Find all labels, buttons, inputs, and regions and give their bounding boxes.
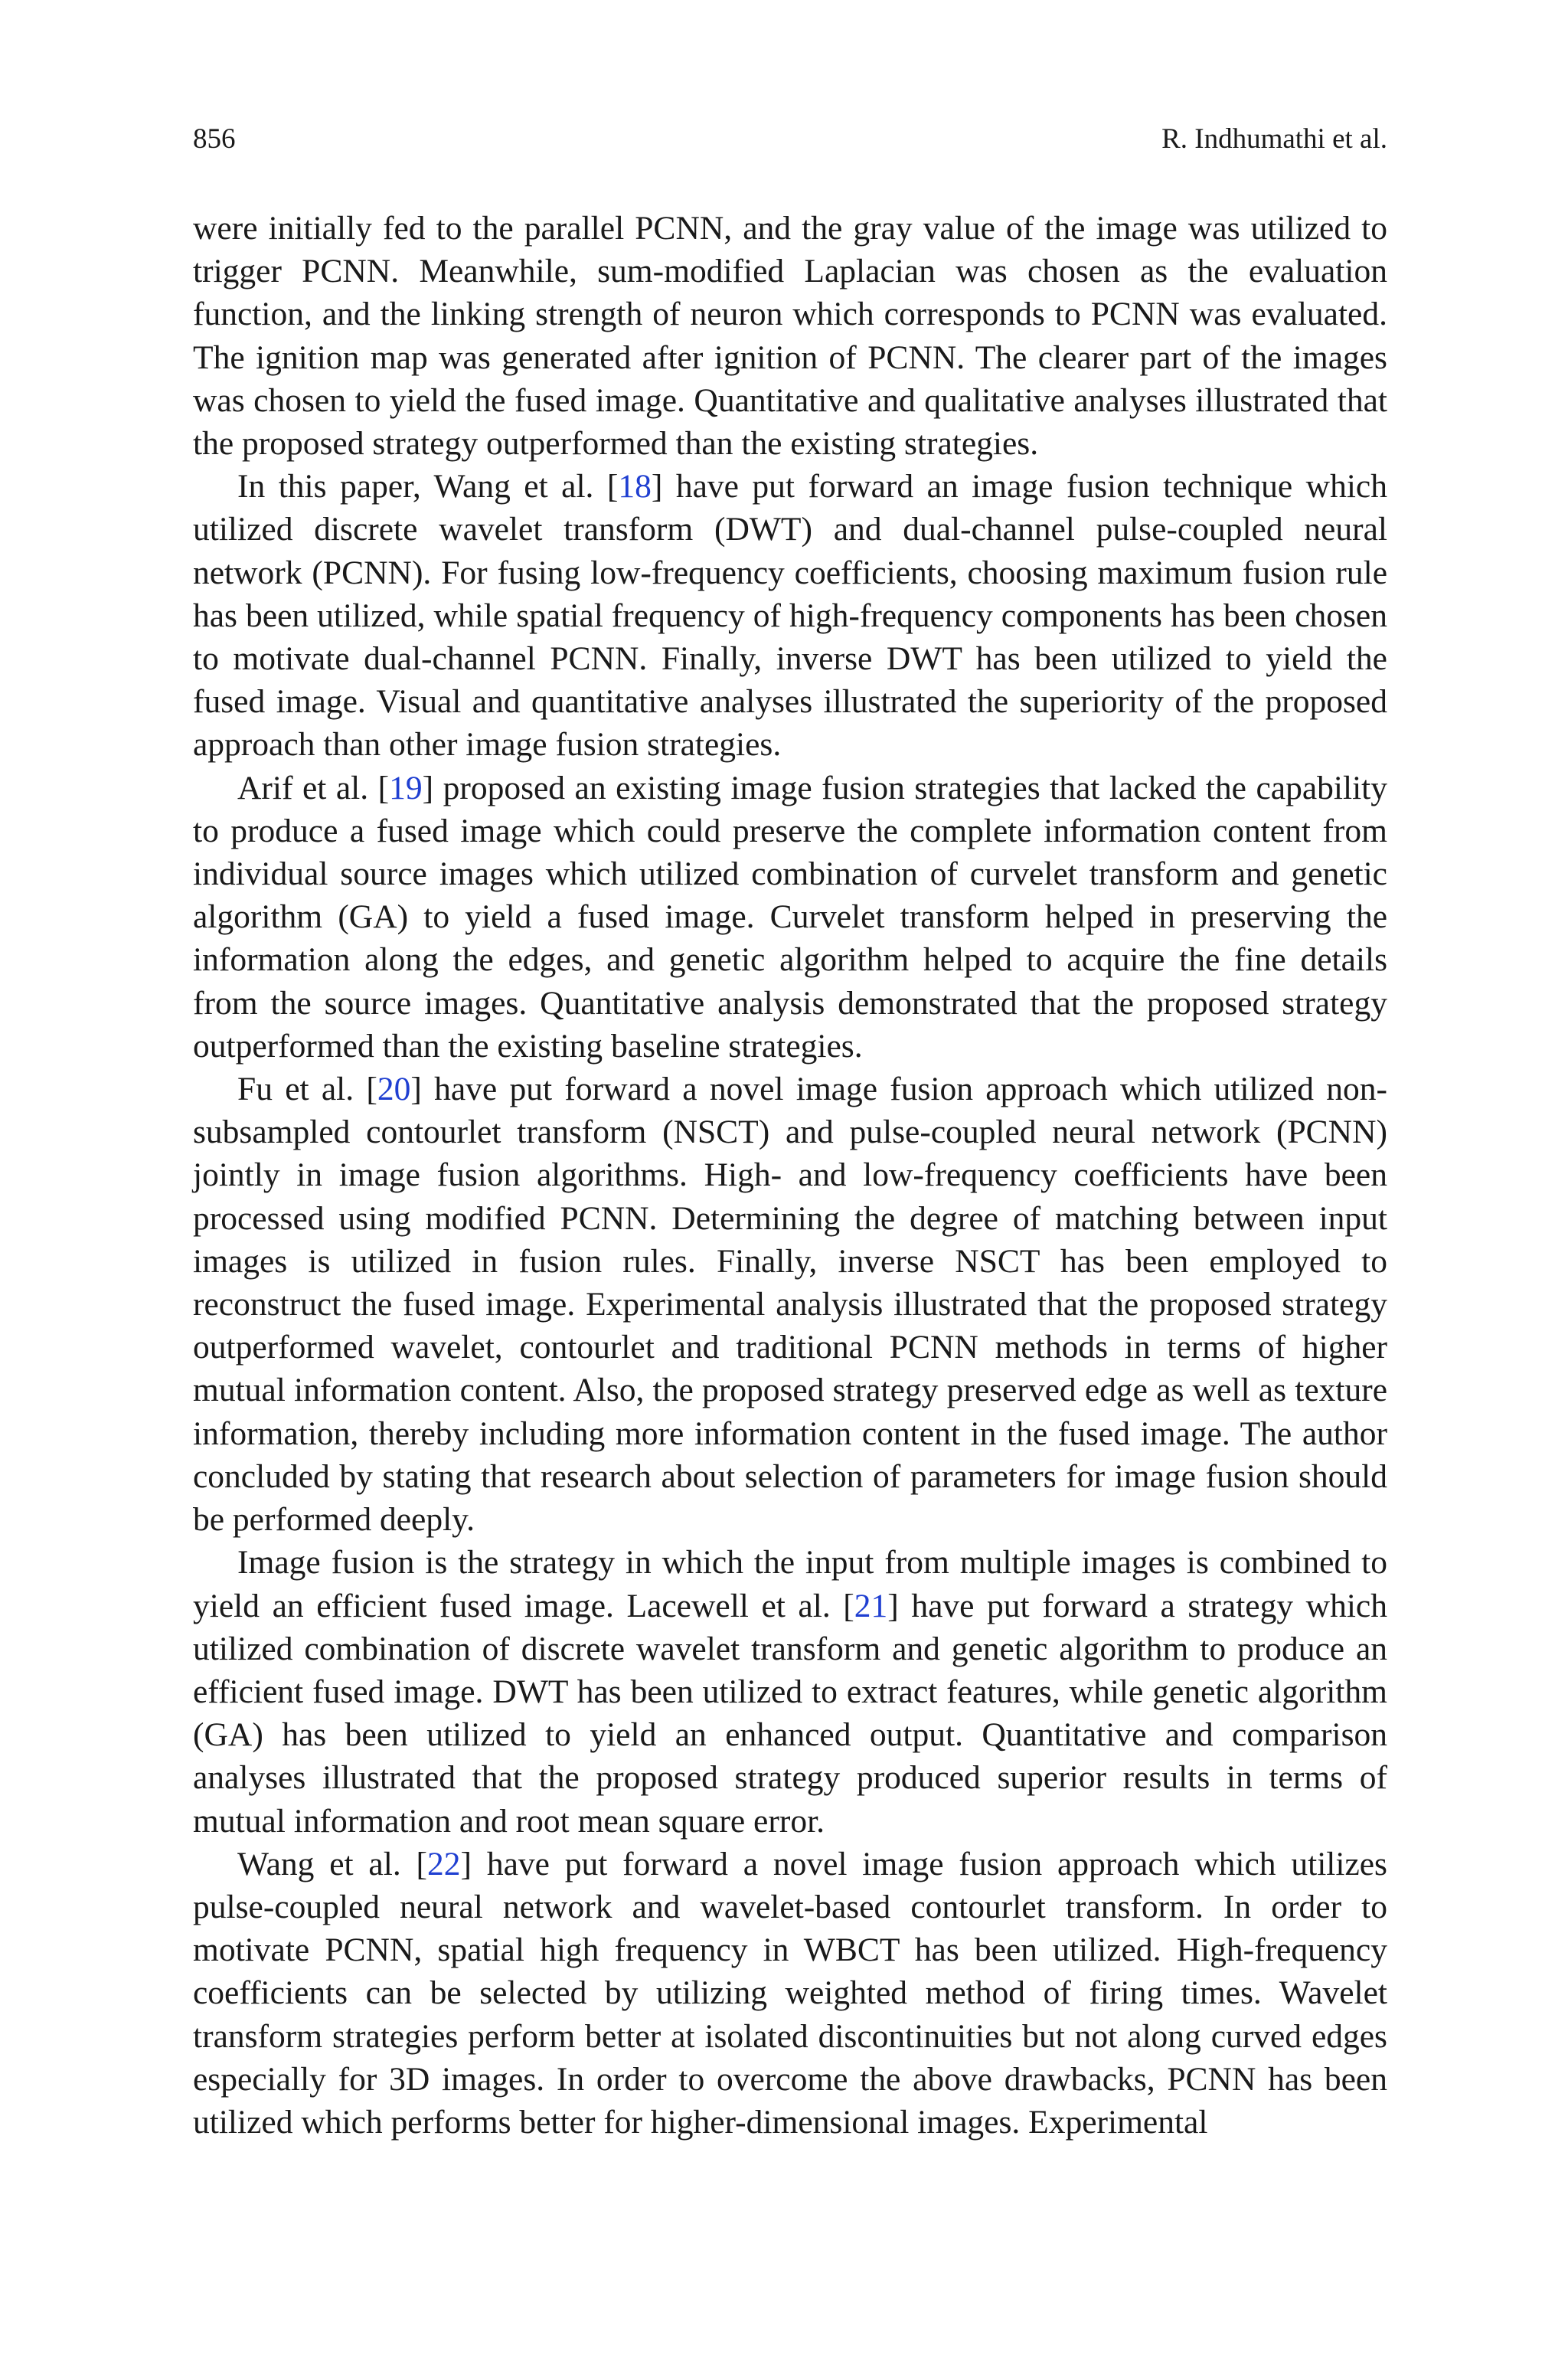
- paragraph-text-before: Arif et al. [: [237, 769, 390, 806]
- paragraph-text-before: Image fusion is the strategy in which the input from multiple images is combined to yield an efficient fused image. Lacewell et al. [: [193, 1544, 1387, 1624]
- page-header: [193, 123, 1387, 168]
- body-text: [193, 207, 1387, 2144]
- paragraph-wang-18: [193, 465, 1387, 766]
- page-number: 856: [193, 123, 236, 155]
- paragraph-text-after: ] have put forward an image fusion technique which utilized discrete wavelet transform (DWT) and dual-channel pulse-coupled neural network (PCNN). For fusing low-frequency coefficients, choosing maximum fusion rule has been utilized, while spatial frequency of high-frequency components has been chosen to motivate dual-channel PCNN. Finally, inverse DWT has been utilized to yield the fused image. Visual and quantitative analyses illustrated the superiority of the proposed approach than other image fusion strategies.: [193, 468, 1387, 764]
- paragraph-text-after: ] have put forward a novel image fusion approach which utilized non-subsampled contourlet transform (NSCT) and pulse-coupled neural network (PCNN) jointly in image fusion algorithms. High- and low-frequency coefficients have been processed using modified PCNN. Determining the degree of matching between input images is utilized in fusion rules. Finally, inverse NSCT has been employed to reconstruct the fused image. Experimental analysis illustrated that the proposed strategy outperformed wavelet, contourlet and traditional PCNN methods in terms of higher mutual information content. Also, the proposed strategy preserved edge as well as texture information, thereby including more information content in the fused image. The author concluded by stating that research about selection of parameters for image fusion should be performed deeply.: [193, 1071, 1387, 1539]
- paragraph-lacewell-21: [193, 1541, 1387, 1842]
- citation-link-20[interactable]: 20: [377, 1071, 411, 1108]
- paragraph-text: were initially fed to the parallel PCNN, and the gray value of the image was utilized to trigger PCNN. Meanwhile, sum-modified Laplacian was chosen as the evaluation function, and the linking strength of neuron which corresponds to PCNN was evaluated. The ignition map was generated after ignition of PCNN. The clearer part of the images was chosen to yield the fused image. Quantitative and qualitative analyses illustrated that the proposed strategy outperformed than the existing strategies.: [193, 210, 1387, 463]
- paragraph-text-before: In this paper, Wang et al. [: [237, 468, 619, 505]
- paragraph-arif-19: [193, 767, 1387, 1068]
- paragraph-text-before: Fu et al. [: [237, 1071, 377, 1108]
- citation-link-18[interactable]: 18: [618, 468, 652, 505]
- paragraph-continuation: [193, 207, 1387, 465]
- running-head: R. Indhumathi et al.: [1161, 123, 1387, 155]
- paragraph-text-after: ] have put forward a strategy which utilized combination of discrete wavelet transform and genetic algorithm to produce an efficient fused image. DWT has been utilized to extract features, while genetic algorithm (GA) has been utilized to yield an enhanced output. Quantitative and comparison analyses illustrated that the proposed strategy produced superior results in terms of mutual information and root mean square error.: [193, 1587, 1387, 1840]
- citation-link-19[interactable]: 19: [389, 769, 423, 806]
- paragraph-text-after: ] have put forward a novel image fusion approach which utilizes pulse-coupled neural network and wavelet-based contourlet transform. In order to motivate PCNN, spatial high frequency in WBCT has been utilized. High-frequency coefficients can be selected by utilizing weighted method of firing times. Wavelet transform strategies perform better at isolated discontinuities but not along curved edges especially for 3D images. In order to overcome the above drawbacks, PCNN has been utilized which performs better for higher-dimensional images. Experimental: [193, 1845, 1387, 2141]
- paragraph-text-before: Wang et al. [: [237, 1845, 428, 1882]
- paragraph-text-after: ] proposed an existing image fusion strategies that lacked the capability to produce a fused image which could preserve the complete information content from individual source images which utilized combination of curvelet transform and genetic algorithm (GA) to yield a fused image. Curvelet transform helped in preserving the information along the edges, and genetic algorithm helped to acquire the fine details from the source images. Quantitative analysis demonstrated that the proposed strategy outperformed than the existing baseline strategies.: [193, 769, 1387, 1065]
- paragraph-fu-20: [193, 1068, 1387, 1541]
- paragraph-wang-22: [193, 1843, 1387, 2144]
- citation-link-22[interactable]: 22: [427, 1845, 461, 1882]
- citation-link-21[interactable]: 21: [854, 1587, 888, 1624]
